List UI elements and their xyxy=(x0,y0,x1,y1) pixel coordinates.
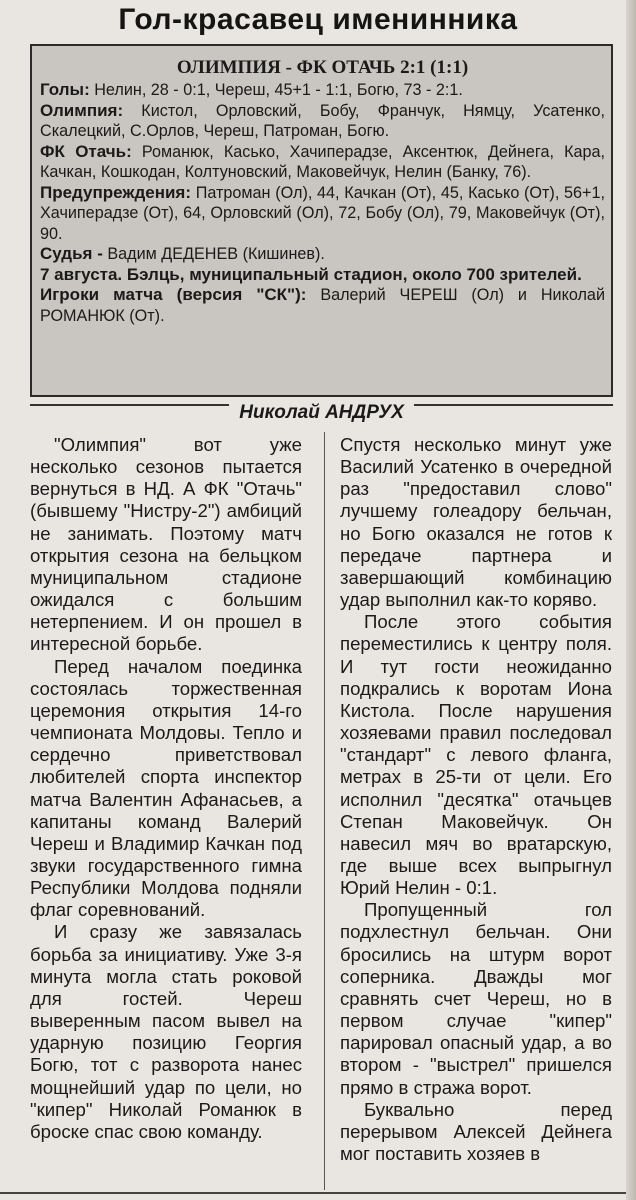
paragraph: И сразу же завязалась борьба за инициативу. Уже 3-я минута могла стать роковой для гостей. Череш выверенным пасом вывел на ударную позицию Георгия Богю, тот с разворота нанес мощнейший удар по цели, но "кипер" Николай Романюк в броске спас свою команду. xyxy=(30,921,302,1142)
warnings-text: Патроман (Ол), 44, Качкан (От), 45, Касько (От), 56+1, Хачиперадзе (От), 64, Орловский (Ол), 72, Бобу (Ол), 79, Маковейчук (От), 90. xyxy=(40,183,605,243)
goals-line xyxy=(40,80,605,101)
olimpia-lineup xyxy=(40,101,605,142)
otaci-lineup xyxy=(40,142,605,183)
referee-line xyxy=(40,244,605,265)
olimpia-label: Олимпия: xyxy=(40,100,124,120)
column-divider xyxy=(324,432,325,1190)
goals-text: Нелин, 28 - 0:1, Череш, 45+1 - 1:1, Богю, 73 - 2:1. xyxy=(89,81,463,99)
players-label: Игроки матча (версия "СК"): xyxy=(40,285,307,304)
otaci-label: ФК Отачь: xyxy=(40,141,132,161)
bottom-rule xyxy=(0,1192,636,1194)
paragraph: "Олимпия" вот уже несколько сезонов пытается вернуться в НД. А ФК "Отачь" (бывшему "Нистру-2") амбиций не занимать. Поэтому матч открытия сезона на бельцком муниципальном стадионе ожидался с большим нетерпением. И он прошел в интересной борьбе. xyxy=(30,434,302,655)
referee-label: Судья - xyxy=(40,244,103,263)
paragraph: Пропущенный гол подхлестнул бельчан. Они бросились на штурм ворот соперника. Дважды мог сравнять счет Череш, но в первом случае "кипер" парировал опасный удар, а во втором - "выстрел" пришелся прямо в стража ворот. xyxy=(340,899,612,1098)
referee-text: Вадим ДЕДЕНЕВ (Кишинев). xyxy=(102,245,325,263)
players-line xyxy=(40,285,605,326)
article-column-right xyxy=(340,434,612,1165)
author-name: Николай АНДРУХ xyxy=(229,402,414,423)
goals-label: Голы: xyxy=(40,80,90,99)
olimpia-text: Кистол, Орловский, Бобу, Франчук, Нямцу, Усатенко, Скалецкий, С.Орлов, Череш, Патроман, Богю. xyxy=(40,101,605,140)
byline xyxy=(30,400,613,426)
paragraph: Буквально перед перерывом Алексей Дейнега мог поставить хозяев в xyxy=(340,1098,612,1164)
players-text: Валерий ЧЕРЕШ (Ол) и Николай РОМАНЮК (От). xyxy=(40,286,605,325)
warnings-label: Предупреждения: xyxy=(40,182,191,202)
warnings-line xyxy=(40,183,605,245)
paragraph: После этого события переместились к центру поля. И тут гости неожиданно подкрались к воротам Иона Кистола. После нарушения хозяевами правил последовал "стандарт" с левого фланга, метрах в 25-ти от цели. Его исполнил "десятка" отачьцев Степан Маковейчук. Он навесил мяч во вратарскую, где выше всех выпрыгнул Юрий Нелин - 0:1. xyxy=(340,611,612,899)
paragraph: Спустя несколько минут уже Василий Усатенко в очередной раз "предоставил слово" лучшему голеадору бельчан, но Богю оказался не готов к передаче партнера и завершающий комбинацию удар выполнил как-то коряво. xyxy=(340,434,612,611)
venue-line: 7 августа. Бэлць, муниципальный стадион, около 700 зрителей. xyxy=(40,264,582,284)
otaci-text: Романюк, Касько, Хачиперадзе, Аксентюк, Дейнега, Кара, Качкан, Кошкодан, Колтуновский, Маковейчук, Нелин (Банку, 76). xyxy=(40,142,606,181)
headline: Гол-красавец именинника xyxy=(118,3,518,36)
article-column-left xyxy=(30,434,302,1143)
match-score-title: ОЛИМПИЯ - ФК ОТАЧЬ 2:1 (1:1) xyxy=(176,57,469,78)
page-edge xyxy=(626,0,636,1200)
paragraph: Перед началом поединка состоялась торжественная церемония открытия 14-го чемпионата Молдовы. Тепло и сердечно приветствовал любителей спорта инспектор матча Валентин Афанасьев, а капитаны команд Валерий Череш и Владимир Качкан под звуки государственного гимна Республики Молдова подняли флаг соревнований. xyxy=(30,655,302,921)
match-info-box xyxy=(30,44,613,397)
